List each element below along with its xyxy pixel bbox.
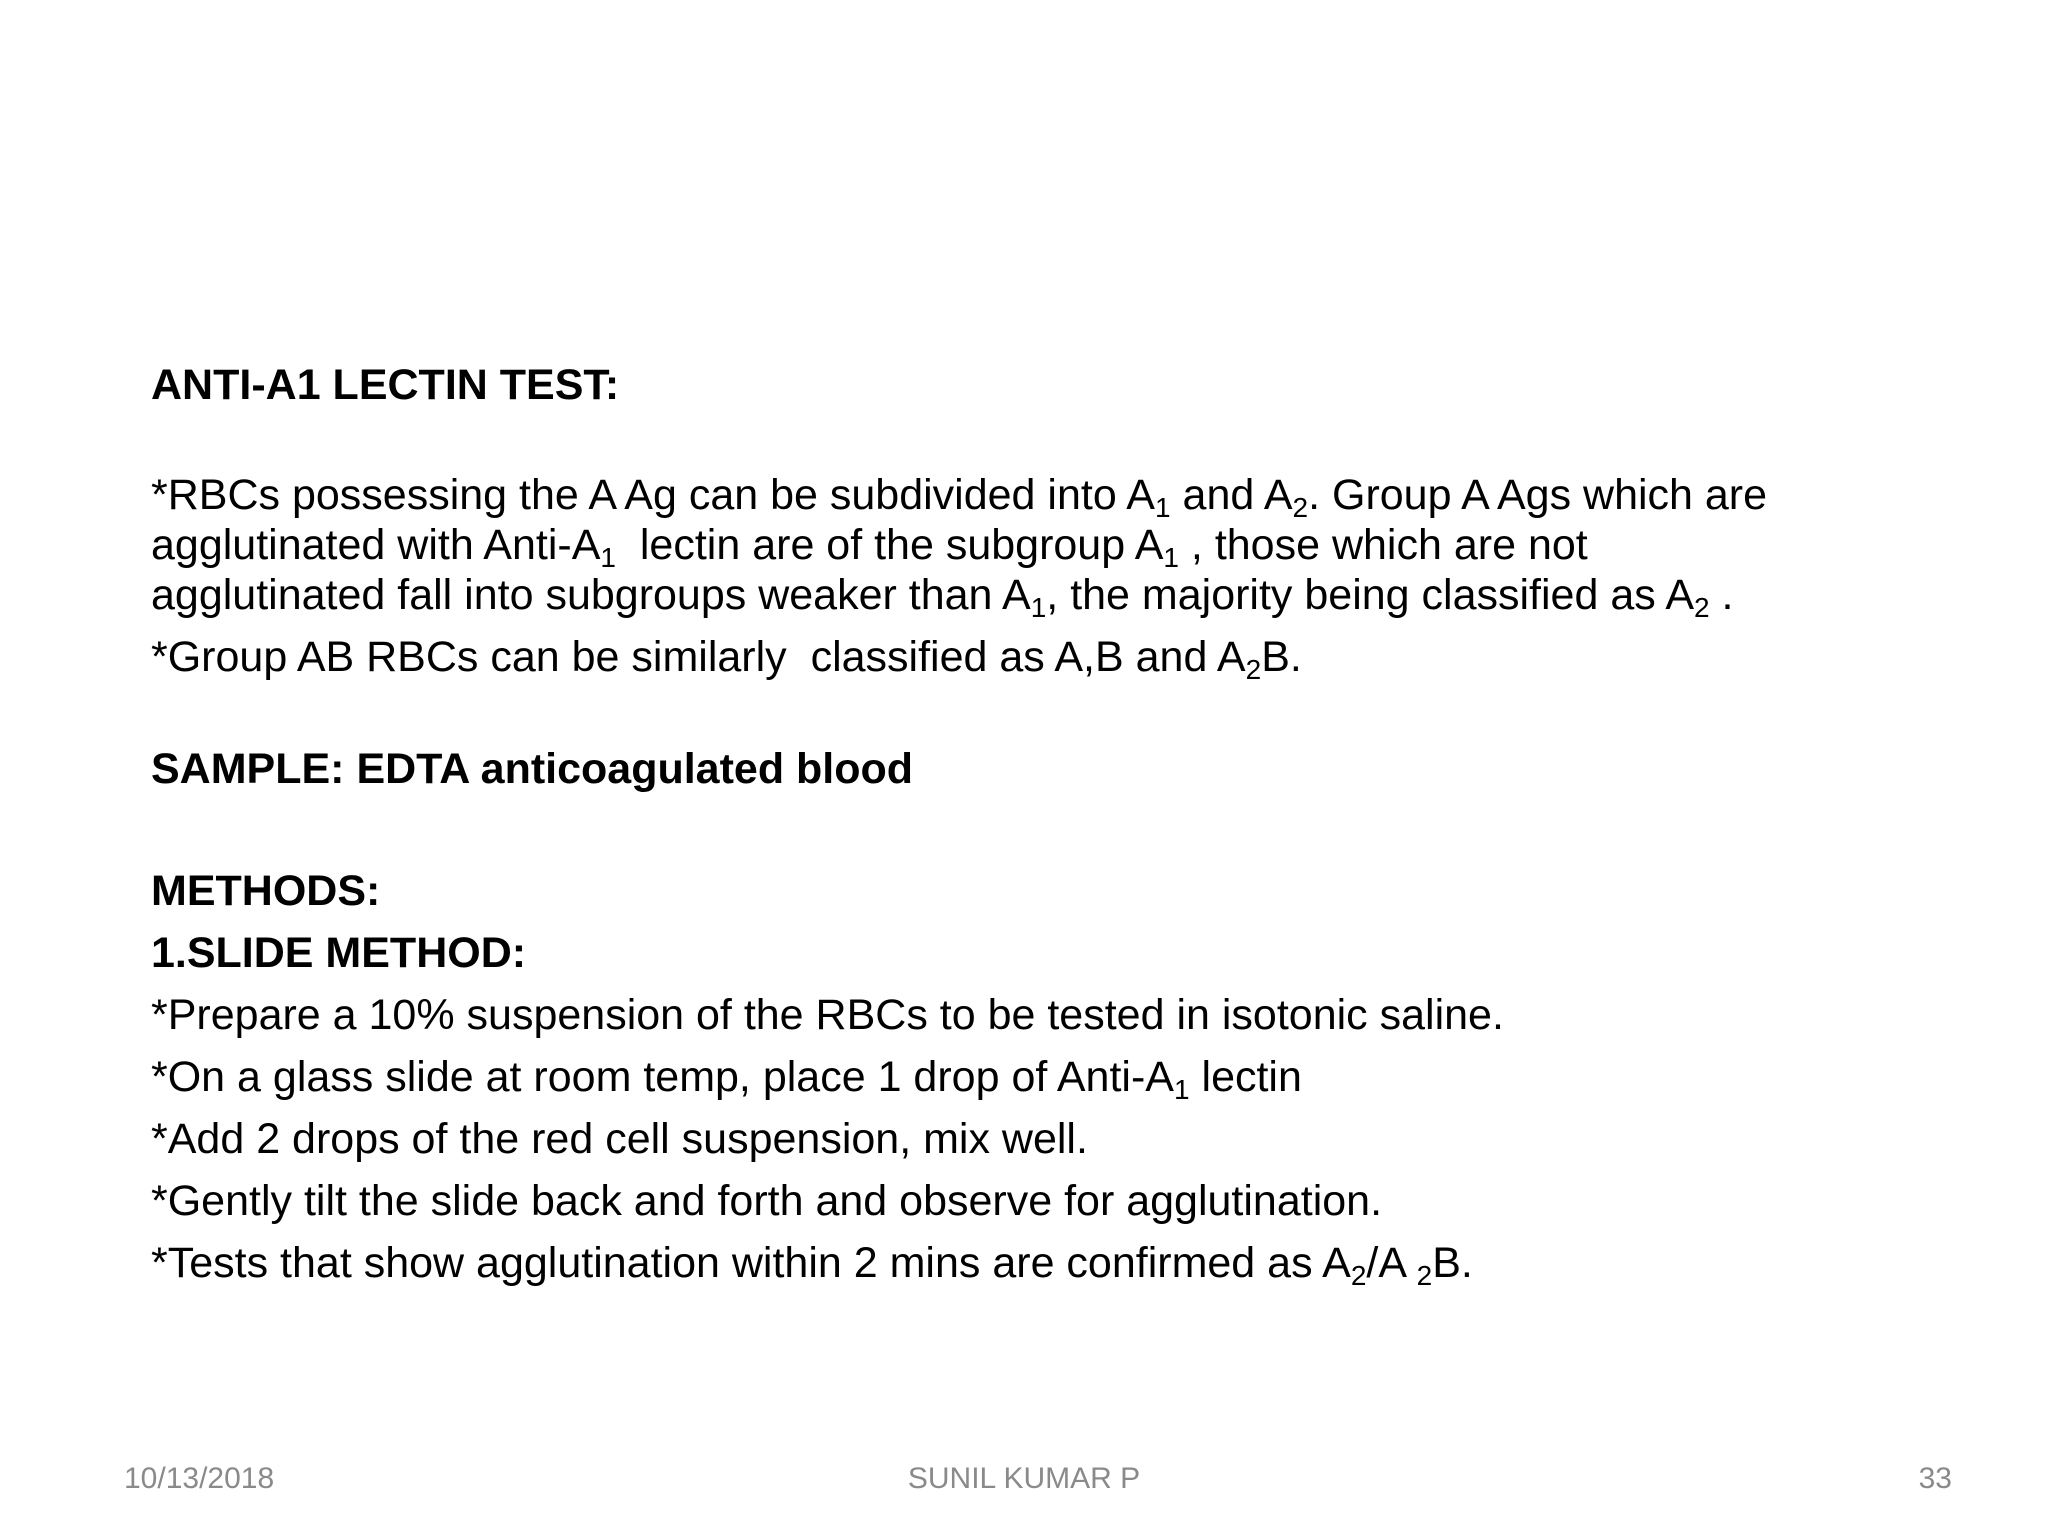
intro-line-2: agglutinated with Anti-$A_1$ lectin are of the subgroup $A_1$ , those which are not: [151, 521, 1588, 573]
footer-date: 10/13/2018: [124, 1462, 275, 1495]
sample-heading: SAMPLE: EDTA anticoagulated blood: [151, 745, 914, 793]
slide-method-heading: 1.SLIDE METHOD:: [151, 929, 527, 977]
footer-page-number: 33: [1918, 1462, 1952, 1495]
intro-line-4: *Group AB RBCs can be similarly classified as A,B and $A_2B$.: [151, 633, 1302, 685]
footer-author: SUNIL KUMAR P: [907, 1462, 1141, 1495]
intro-line-3: agglutinated fall into subgroups weaker than $A_1$, the majority being classified as $A_2$ .: [151, 571, 1734, 623]
step-1: *Prepare a 10% suspension of the RBCs to be tested in isotonic saline.: [151, 991, 1504, 1039]
step-5: *Tests that show agglutination within 2 mins are confirmed as $A_2/A$ $_2$B.: [151, 1239, 1473, 1291]
intro-line-1: *RBCs possessing the A Ag can be subdivided into $A_1$ and $A_2$. Group A Ags which are: [151, 471, 1768, 523]
step-4: *Gently tilt the slide back and forth and observe for agglutination.: [151, 1177, 1383, 1225]
slide-title: ANTI-A1 LECTIN TEST:: [151, 361, 620, 409]
slide-content: [151, 360, 1931, 1291]
step-2: *On a glass slide at room temp, place 1 drop of Anti-$A_1$ lectin: [151, 1053, 1302, 1105]
methods-heading: METHODS:: [151, 867, 381, 915]
intro-paragraph: [151, 470, 1931, 685]
step-3: *Add 2 drops of the red cell suspension, mix well.: [151, 1115, 1088, 1163]
